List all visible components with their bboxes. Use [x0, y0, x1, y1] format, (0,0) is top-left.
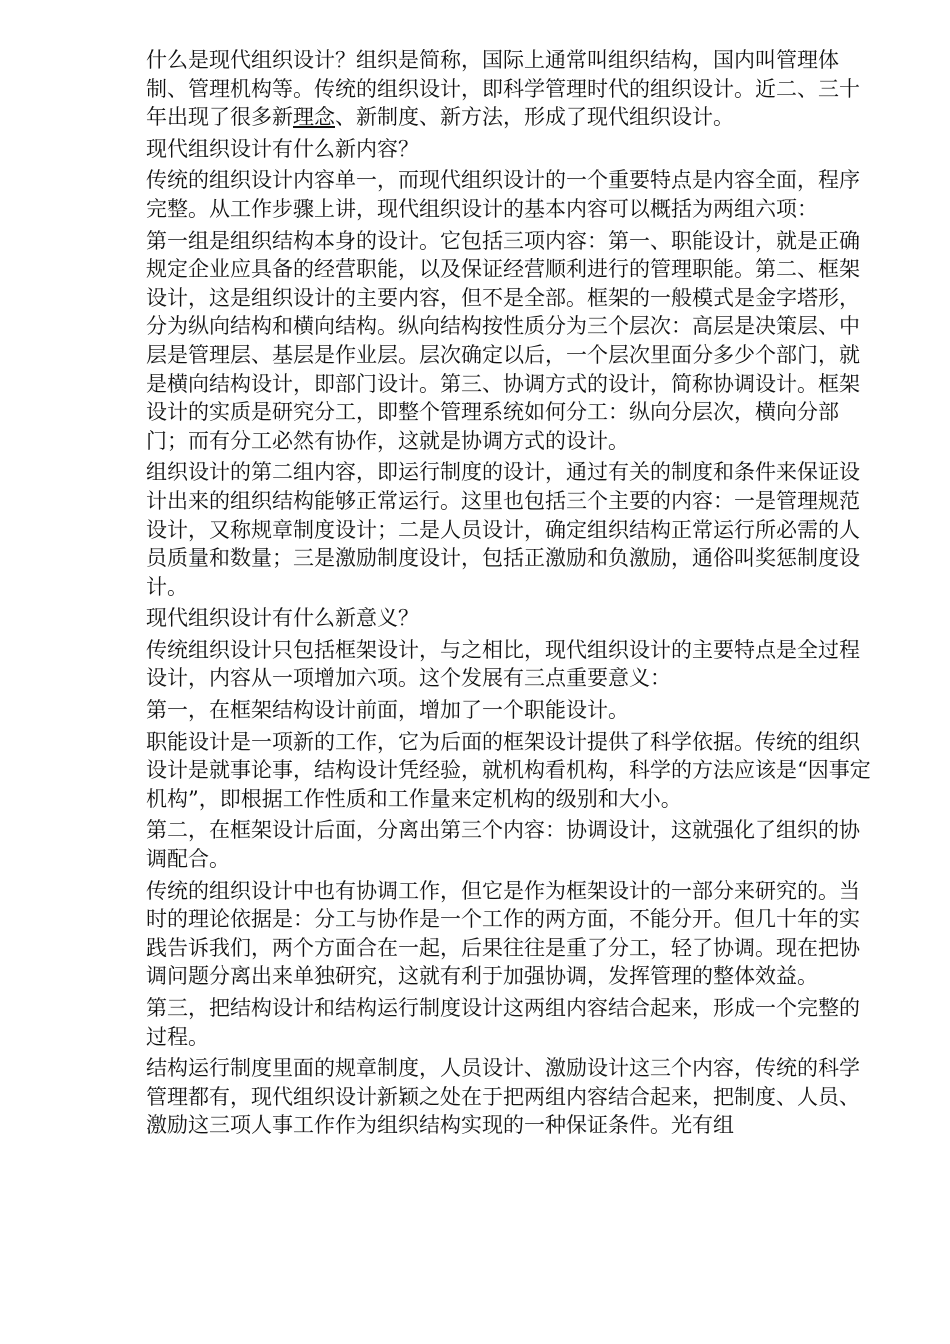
paragraph-intro [146, 46, 876, 132]
paragraph-meaning-overview: 传统组织设计只包括框架设计，与之相比，现代组织设计的主要特点是全过程设计，内容从一项增加六项。这个发展有三点重要意义： [146, 637, 860, 691]
document-page [146, 46, 876, 1143]
paragraph-group-one: 第一组是组织结构本身的设计。它包括三项内容：第一、职能设计，就是正确规定企业应具备的经营职能，以及保证经营顺利进行的管理职能。第二、框架设计，这是组织设计的主要内容，但不是全部。框架的一般模式是金字塔形，分为纵向结构和横向结构。纵向结构按性质分为三个层次：高层是决策层、中层是管理层、基层是作业层。层次确定以后，一个层次里面分多少个部门，就是横向结构设计，即部门设计。第三、协调方式的设计，简称协调设计。框架设计的实质是研究分工，即整个管理系统如何分工：纵向分层次，横向分部门；而有分工必然有协作，这就是协调方式的设计。 [146, 228, 860, 453]
intro-text-start: 什么是现代组织设计？组织是简称，国际上通常叫组织结构，国内叫管理体制、管理机构等。传统的组织设计，即科学管理时代的组织设计。近二、三十年出现了很多新 [146, 48, 860, 130]
point-one-heading: 第一，在框架结构设计前面，增加了一个职能设计。 [146, 698, 629, 723]
point-three-heading: 第三，把结构设计和结构运行制度设计这两组内容结合起来，形成一个完整的过程。 [146, 996, 860, 1049]
point-two-heading: 第二，在框架设计后面，分离出第三个内容：协调设计，这就强化了组织的协调配合。 [146, 818, 860, 872]
question-heading-content: 现代组织设计有什么新内容？ [146, 136, 419, 161]
paragraph-content-overview: 传统的组织设计内容单一，而现代组织设计的一个重要特点是内容全面，程序完整。从工作步骤上讲，现代组织设计的基本内容可以概括为两组六项： [146, 168, 860, 221]
paragraph-point-one: 职能设计是一项新的工作，它为后面的框架设计提供了科学依据。传统的组织设计是就事论事，结构设计凭经验，就机构看机构，科学的方法应该是“因事定机构”，即根据工作性质和工作量来定机构的级别和大小。 [146, 729, 871, 811]
paragraph-point-two: 传统的组织设计中也有协调工作，但它是作为框架设计的一部分来研究的。当时的理论依据是：分工与协作是一个工作的两方面，不能分开。但几十年的实践告诉我们，两个方面合在一起，后果往往是重了分工，轻了协调。现在把协调问题分离出来单独研究，这就有利于加强协调，发挥管理的整体效益。 [146, 878, 860, 989]
paragraph-group-two: 组织设计的第二组内容，即运行制度的设计，通过有关的制度和条件来保证设计出来的组织结构能够正常运行。这里也包括三个主要的内容：一是管理规范设计，又称规章制度设计；二是人员设计，确定组织结构正常运行所必需的人员质量和数量；三是激励制度设计，包括正激励和负激励，通俗叫奖惩制度设计。 [146, 460, 860, 599]
underlined-term: 理念 [293, 105, 335, 130]
paragraph-point-three: 结构运行制度里面的规章制度，人员设计、激励设计这三个内容，传统的科学管理都有，现代组织设计新颖之处在于把两组内容结合起来，把制度、人员、激励这三项人事工作作为组织结构实现的一种保证条件。光有组 [146, 1056, 860, 1138]
question-heading-meaning: 现代组织设计有什么新意义？ [146, 606, 419, 631]
intro-text-end: 、新制度、新方法，形成了现代组织设计。 [335, 105, 734, 130]
